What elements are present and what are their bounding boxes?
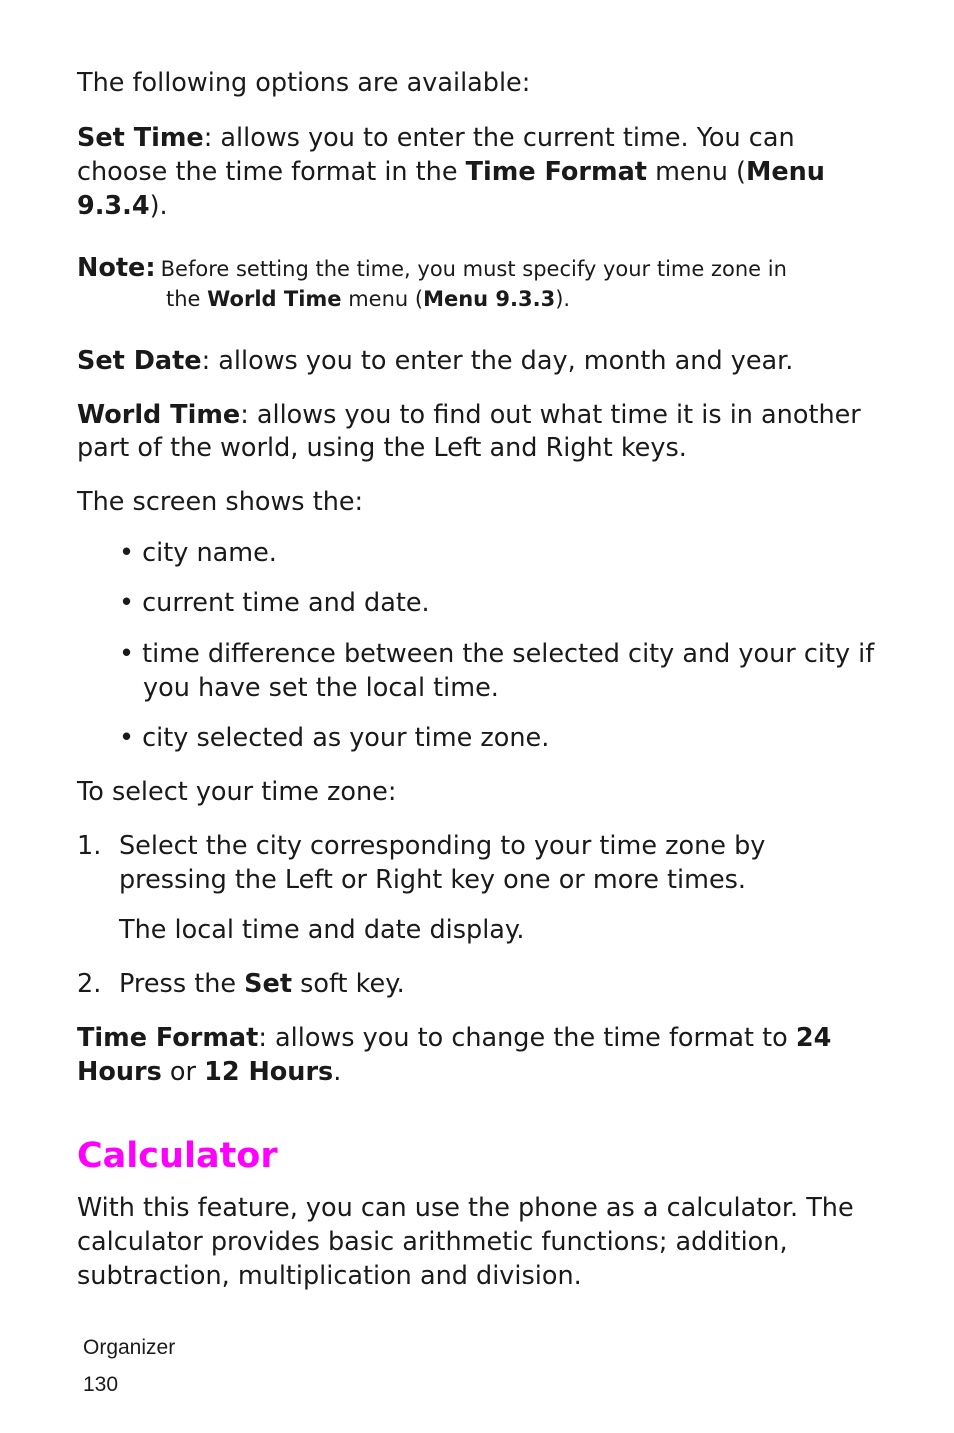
bullet-item: • city selected as your time zone. [119,723,550,753]
step-2-text-b: soft key. [292,969,405,999]
set-time-desc-2: choose the time format in the [77,157,466,187]
set-date-desc: : allows you to enter the day, month and year. [201,346,794,376]
time-format-term: Time Format [77,1023,259,1053]
step-2-line [119,967,405,1001]
set-date-term: Set Date [77,346,202,376]
set-time-desc-1: : allows you to enter the current time. You can [203,123,795,153]
bullet-item-continuation: you have set the local time. [143,673,499,703]
calculator-line-3: subtraction, multiplication and division. [77,1261,582,1291]
time-format-line-1 [77,1021,831,1055]
bullet-item: • city name. [119,538,277,568]
time-format-line-2 [77,1055,341,1089]
time-format-desc: : allows you to change the time format to [258,1023,796,1053]
set-time-line-1 [77,121,795,155]
step-1-line-2: pressing the Left or Right key one or more times. [119,865,747,895]
menu-ref-number: 9.3.4 [77,191,150,221]
step-1-result: The local time and date display. [119,915,525,945]
note-line-2 [166,284,570,314]
footer-section: Organizer [83,1336,176,1359]
step-1-line-1: Select the city corresponding to your time zone by [119,831,766,861]
step-2-text-a: Press the [119,969,245,999]
calculator-line-2: calculator provides basic arithmetic functions; addition, [77,1227,788,1257]
option-24: 24 [795,1023,832,1053]
note-line-1 [77,251,787,288]
calculator-heading: Calculator [77,1136,278,1176]
option-hours: Hours [77,1057,162,1087]
world-time-desc-1: : allows you to find out what time it is in another [240,400,861,430]
set-time-desc-3: menu ( [646,157,746,187]
bullet-item: • time difference between the selected city and your city if [119,639,875,669]
time-format-ref: Time Format [465,157,647,187]
set-time-desc-4: ). [149,191,168,221]
intro-text: The following options are available: [77,68,531,98]
note-text-2b: menu ( [341,287,424,311]
calculator-line-1: With this feature, you can use the phone as a calculator. The [77,1193,854,1223]
period: . [333,1057,342,1087]
set-time-line-2 [77,155,825,189]
set-time-term: Set Time [77,123,204,153]
note-text-2a: the [166,287,208,311]
world-time-ref: World Time [207,287,342,311]
bullet-item: • current time and date. [119,588,430,618]
note-text-1: Before setting the time, you must specify your time zone in [160,257,787,281]
world-time-line-2: part of the world, using the Left and Right keys. [77,433,687,463]
set-time-line-3 [77,189,168,223]
or-text: or [161,1057,205,1087]
page-number: 130 [83,1373,119,1396]
note-text-2c: ). [555,287,571,311]
note-menu-ref: Menu 9.3.3 [423,287,556,311]
step-1-number: 1. [77,831,102,861]
world-time-term: World Time [77,400,241,430]
set-date-line [77,344,793,378]
note-label: Note: [77,253,156,283]
option-12-hours: 12 Hours [204,1057,334,1087]
step-2-number: 2. [77,969,102,999]
select-zone-text: To select your time zone: [77,777,397,807]
screen-shows-text: The screen shows the: [77,487,364,517]
world-time-line-1 [77,398,861,432]
menu-ref-prefix: Menu [745,157,825,187]
set-key-term: Set [244,969,293,999]
